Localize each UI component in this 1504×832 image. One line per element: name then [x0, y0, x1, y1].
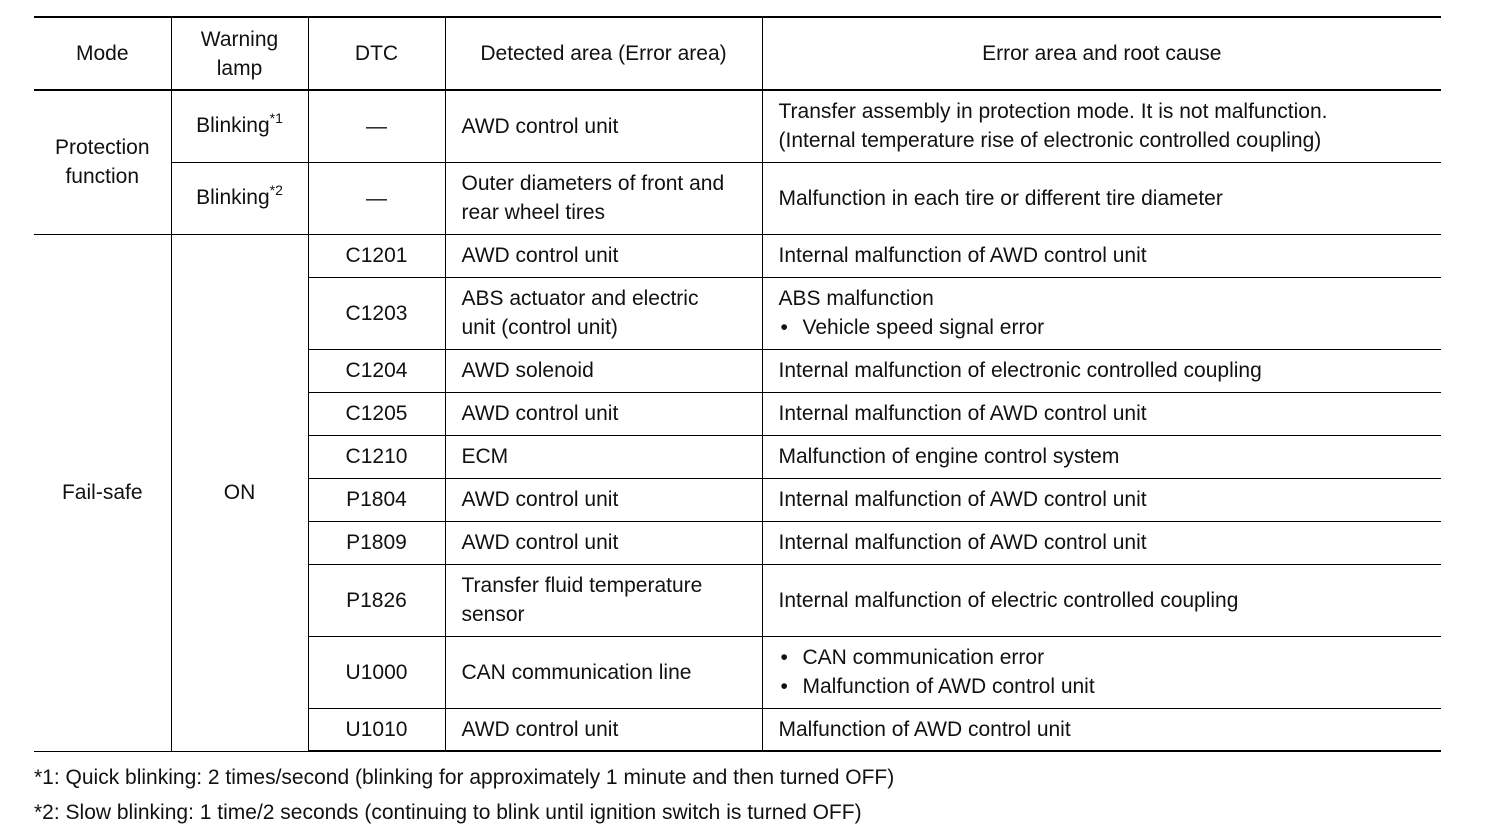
header-dtc: DTC — [308, 17, 445, 90]
root-cause-bullet: • Vehicle speed signal error — [779, 313, 1442, 342]
detected-area-cell — [445, 564, 762, 636]
detected-area-cell: AWD solenoid — [445, 349, 762, 392]
root-cause-cell: Malfunction of engine control system — [762, 435, 1441, 478]
root-cause-cell: Malfunction in each tire or different tire diameter — [762, 162, 1441, 234]
table-row — [34, 90, 1441, 162]
root-cause-cell: Malfunction of AWD control unit — [762, 708, 1441, 751]
root-cause-cell: Internal malfunction of AWD control unit — [762, 392, 1441, 435]
header-detected-area: Detected area (Error area) — [445, 17, 762, 90]
dtc-cell: C1201 — [308, 234, 445, 277]
dtc-cell: P1826 — [308, 564, 445, 636]
dtc-cell: C1203 — [308, 277, 445, 349]
dtc-cell: P1804 — [308, 478, 445, 521]
dtc-cell: P1809 — [308, 521, 445, 564]
detected-area-cell: CAN communication line — [445, 636, 762, 708]
footnote-mark: *1 — [269, 109, 283, 126]
dtc-document — [34, 16, 1441, 830]
warning-lamp-text: Blinking — [196, 113, 270, 137]
detected-area-cell — [445, 162, 762, 234]
dtc-cell: U1010 — [308, 708, 445, 751]
header-warning-lamp — [171, 17, 308, 90]
detected-area-line2: sensor — [461, 603, 525, 626]
warning-lamp-on: ON — [171, 234, 308, 751]
detected-area-line1: Transfer fluid temperature — [461, 574, 703, 597]
footnote-1: *1: Quick blinking: 2 times/second (blinking for approximately 1 minute and then turned OFF) — [34, 766, 895, 789]
root-cause-cell: Internal malfunction of AWD control unit — [762, 521, 1441, 564]
detected-area-cell: AWD control unit — [445, 708, 762, 751]
header-row — [34, 17, 1441, 90]
mode-protection-line2: function — [65, 165, 140, 189]
dtc-cell: — — [308, 162, 445, 234]
warning-lamp-cell — [171, 90, 308, 162]
header-warning-lamp-line1: Warning — [200, 27, 279, 51]
root-cause-cell: Internal malfunction of electric controlled coupling — [762, 564, 1441, 636]
root-cause-line2: (Internal temperature rise of electronic controlled coupling) — [778, 129, 1322, 153]
detected-area-cell: AWD control unit — [445, 90, 762, 162]
root-cause-cell: Internal malfunction of AWD control unit — [762, 478, 1441, 521]
warning-lamp-text: Blinking — [196, 185, 270, 209]
root-cause-cell: Internal malfunction of AWD control unit — [762, 234, 1441, 277]
detected-area-cell: AWD control unit — [445, 478, 762, 521]
footnote-2: *2: Slow blinking: 1 time/2 seconds (continuing to blink until ignition switch is turned OFF) — [34, 801, 862, 824]
header-root-cause: Error area and root cause — [762, 17, 1441, 90]
dtc-cell: — — [308, 90, 445, 162]
dtc-cell: C1205 — [308, 392, 445, 435]
dtc-cell: U1000 — [308, 636, 445, 708]
root-cause-bullet: • CAN communication error — [779, 643, 1442, 672]
detected-area-cell: AWD control unit — [445, 234, 762, 277]
detected-area-line1: Outer diameters of front and — [461, 172, 725, 195]
header-mode: Mode — [34, 17, 171, 90]
root-cause-cell: Internal malfunction of electronic controlled coupling — [762, 349, 1441, 392]
dtc-cell: C1210 — [308, 435, 445, 478]
detected-area-line2: rear wheel tires — [461, 201, 606, 224]
footnotes — [34, 760, 1441, 830]
table-row — [34, 162, 1441, 234]
root-cause-cell — [762, 277, 1441, 349]
header-warning-lamp-line2: lamp — [216, 56, 263, 80]
root-cause-bullet: • Malfunction of AWD control unit — [779, 672, 1442, 701]
table-row — [34, 234, 1441, 277]
detected-area-line1: ABS actuator and electric — [461, 287, 699, 310]
mode-protection-line1: Protection — [54, 136, 150, 160]
mode-failsafe: Fail-safe — [34, 234, 171, 751]
detected-area-cell — [445, 277, 762, 349]
detected-area-line2: unit (control unit) — [461, 316, 618, 339]
warning-lamp-cell — [171, 162, 308, 234]
root-cause-line1: Transfer assembly in protection mode. It is not malfunction. — [778, 100, 1328, 124]
dtc-cell: C1204 — [308, 349, 445, 392]
root-cause-cell — [762, 90, 1441, 162]
dtc-table — [34, 16, 1441, 752]
detected-area-cell: AWD control unit — [445, 392, 762, 435]
footnote-mark: *2 — [269, 181, 283, 198]
root-cause-line1: ABS malfunction — [778, 287, 934, 310]
detected-area-cell: ECM — [445, 435, 762, 478]
root-cause-cell — [762, 636, 1441, 708]
detected-area-cell: AWD control unit — [445, 521, 762, 564]
mode-protection — [34, 90, 171, 234]
